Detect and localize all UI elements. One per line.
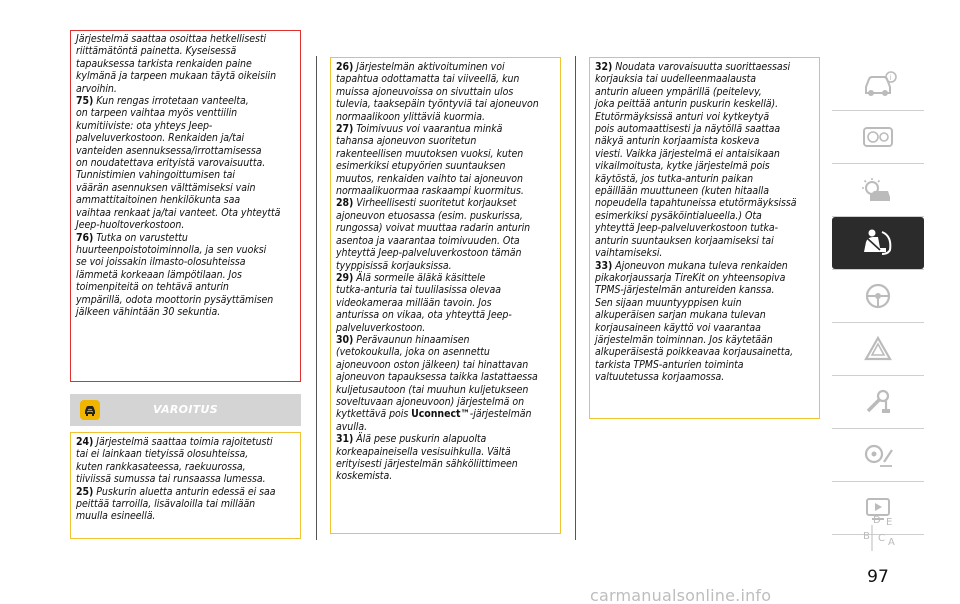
left-warning-notes: [70, 30, 301, 382]
note-text: Järjestelmä saattaa toimia rajoitetusti tai ei lainkaan tietyissä olosuhteissa, kuten rankkasateessa, raekuurossa, tiiviissä sumussa tai runsaassa lumessa.: [76, 436, 273, 486]
dashboard-lights-icon[interactable]: [832, 111, 924, 163]
note-32: [595, 61, 815, 260]
note-27: [336, 123, 556, 197]
middle-caution-notes: [330, 57, 561, 534]
note-text: Tutka on varustettu huurteenpoistotoiminnolla, ja sen vuoksi se voi joissakin ilmasto-olosuhteissa lämmetä korkeaan lämpötilaan. Jos toimenpiteitä on tehtävä anturin ympärillä, odota moottorin pysäyttämisen jälkeen vähintään 30 sekuntia.: [76, 231, 274, 318]
svg-text:A: A: [888, 537, 895, 548]
technical-data-icon[interactable]: [832, 429, 924, 481]
note-28: [336, 197, 556, 271]
note-number: 33): [595, 259, 613, 272]
note-text: Ajoneuvon mukana tuleva renkaiden pikakorjaussarja TireKit on yhteensopiva TPMS-järjestelmän antureiden kanssa. Sen sijaan muuntyyppisen kuin alkuperäisen sarjan mukana tulevan korjausaineen käyttö voi vaarantaa järjestelmän toiminnan. Jos käytetään alkuperäisestä poikkeavaa korjausainetta, tarkista TPMS-anturien toiminta valtuutetussa korjaamossa.: [595, 259, 794, 384]
note-text: Älä sormeile äläkä käsittele tutka-anturia tai tuulilasissa olevaa videokameraa millään tavoin. Jos anturissa on vikaa, ota yhteyttä Jeep- palveluverkostoon.: [336, 271, 512, 334]
driving-steering-wheel-icon[interactable]: [832, 270, 924, 322]
note-text: Puskurin aluetta anturin edessä ei saa peittää tarroilla, lisävaloilla tai millään muulla esineellä.: [76, 485, 276, 523]
note-number: 31): [336, 433, 354, 446]
car-info-icon[interactable]: [832, 58, 924, 110]
safety-seatbelt-icon[interactable]: [832, 217, 924, 269]
note-number: 32): [595, 61, 613, 73]
svg-text:B: B: [863, 531, 870, 542]
note-number: 30): [336, 333, 354, 346]
index-letters-icon[interactable]: [832, 508, 924, 560]
intro-text: Järjestelmä saattaa osoittaa hetkellisesti riittämätöntä painetta. Kyseisessä tapauksessa tarkista renkaiden paine kylmänä ja tarpeen mukaan täytä oikeisiin arvoihin.: [76, 33, 277, 95]
svg-text:C: C: [878, 533, 885, 544]
note-31: [336, 433, 556, 483]
note-75: [76, 95, 296, 231]
note-text: Toimivuus voi vaarantua minkä tahansa ajoneuvon suoritetun rakenteellisen muutoksen vuoksi, kuten esimerkiksi etupyörien suuntauksen muutos, renkaiden vaihto tai ajoneuvon normaalikuormaa raskaampi kuormitus.: [336, 123, 524, 198]
note-24: [76, 436, 296, 486]
brand-name: Uconnect™: [411, 408, 470, 421]
note-text: Perävaunun hinaamisen (vetokoukulla, joka on asennettu ajoneuvoon oston jälkeen) tai hinattavan ajoneuvon tapauksessa taikka lastattaessa kuljetusautoon (tai muuhun kuljetukseen soveltuvaan ajoneuvoon) järjestelmä on kytkettävä pois: [336, 333, 538, 421]
note-number: 28): [336, 197, 354, 210]
emergency-warning-icon[interactable]: [832, 323, 924, 375]
note-25: [76, 486, 296, 523]
note-number: 26): [336, 61, 354, 73]
svg-text:D: D: [873, 515, 881, 526]
note-text: Älä pese puskurin alapuolta korkeapaineisella vesisuihkulla. Vältä erityisesti järjestelmän sähköliittimeen koskemista.: [336, 433, 518, 483]
warning-header: [70, 394, 301, 426]
watermark: carmanualsonline.info: [590, 586, 772, 604]
right-caution-notes: [589, 57, 820, 419]
svg-text:i: i: [889, 74, 892, 82]
column-divider: [575, 56, 576, 540]
column-divider: [316, 56, 317, 540]
note-text: Virheellisesti suoritetut korjaukset ajoneuvon etuosassa (esim. puskurissa, rungossa) voivat muuttaa radarin anturin asentoa ja vaarantaa toimivuuden. Ota yhteyttä Jeep-palveluverkostoon tämän tyyppisissä korjauksissa.: [336, 197, 531, 272]
note-number: 29): [336, 271, 354, 284]
note-number: 24): [76, 436, 94, 448]
note-text: Järjestelmän aktivoituminen voi tapahtua odottamatta tai viiveellä, kun muissa ajoneuvoissa on sivuttain ulos tulevia, taaksepäin työntyviä tai ajoneuvon normaalikoon ylittäviä kuormia.: [336, 61, 539, 123]
note-number: 25): [76, 485, 94, 498]
note-text: Noudata varovaisuutta suorittaessasi korjauksia tai uudelleenmaalausta anturin alueen ympärillä (peitelevy, joka peittää anturin puskurin keskellä). Etutörmäyksissä anturi voi kytkeytyä pois automaattisesti ja näytöllä saattaa näkyä anturin korjaamista koskeva viesti. Vaikka järjestelmä ei antaisikaan vikailmoitusta, kytke järjestelmä pois käytöstä, jos tutka-anturin paikan epäillään muuttuneen (kuten hitaalla nopeudella tapahtuneissa etutörmäyksissä esimerkiksi pysäköintialueella.) Ota yhteyttä Jeep-palveluverkostoon tutka- anturin suuntauksen korjaamiseksi tai vaihtamiseksi.: [595, 61, 797, 260]
note-text-continued: -järjestelmän avulla.: [336, 408, 532, 433]
note-30: [336, 334, 556, 433]
chapter-sidebar: [832, 58, 924, 560]
note-number: 27): [336, 123, 354, 136]
note-29: [336, 272, 556, 334]
note-76: [76, 232, 296, 319]
page-number: 97: [867, 567, 889, 587]
exterior-light-icon[interactable]: [832, 164, 924, 216]
warning-label: VAROITUS: [153, 403, 218, 416]
note-number: 76): [76, 231, 94, 244]
note-text: Kun rengas irrotetaan vanteelta, on tarpeen vaihtaa myös venttiilin kumitiiviste: ota yhteys Jeep- palveluverkostoon. Renkaiden ja/tai vanteiden asennuksessa/irrottamisessa on noudatettava erityistä varovaisuutta. Tunnistimien vahingoittumisen tai väärän asennuksen välttämiseksi vain ammattitaitoinen henkilökunta saa vaihtaa renkaat ja/tai vanteet. Ota yhteyttä Jeep-huoltoverkostoon.: [76, 95, 281, 232]
svg-text:E: E: [886, 517, 893, 528]
maintenance-tools-icon[interactable]: [832, 376, 924, 428]
note-26: [336, 61, 556, 123]
left-caution-notes: [70, 432, 301, 539]
note-33: [595, 260, 815, 384]
note-number: 75): [76, 95, 94, 108]
